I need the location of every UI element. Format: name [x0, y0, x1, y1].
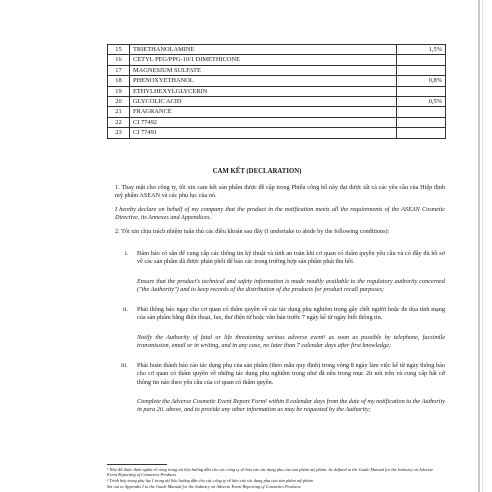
ingredient-concentration [397, 128, 446, 138]
ingredient-number: 16 [108, 55, 130, 65]
item-ii-en: Notify the Authority of fatal or life threatening serious adverse event¹ as soon as possible by telephone, facsimile transmission, email or in writing, and in any case, no later than 7 calendar days after first knowledge; [137, 334, 445, 350]
ingredient-number: 22 [108, 117, 130, 127]
footnote-2-vn: ² Trình bày trong phụ lục I trong tài liệu hướng dẫn cho các công ty về báo cáo tác dụng phụ của sản phẩm mỹ phẩm. [107, 478, 314, 483]
ingredient-number: 20 [108, 97, 130, 107]
footnote-2-en: Set out in Appendix I to the Guide Manual for the Industry on Adverse Event Reporting of Cosmetics Products [107, 484, 301, 489]
ingredient-name: PHENOXYETHANOL [130, 76, 397, 86]
ingredient-concentration [397, 65, 446, 75]
item-ii-marker: ii. [123, 306, 128, 313]
ingredient-number: 19 [108, 86, 130, 96]
table-row [108, 55, 446, 65]
ingredient-name: TRIETHANOLAMINE [130, 45, 397, 55]
table-row [108, 117, 446, 127]
ingredient-number: 15 [108, 45, 130, 55]
item-iii-vn: Phải hoàn thành báo cáo tác dụng phụ của sản phẩm (theo mẫu quy định) trong vòng 8 ngày làm việc kể từ ngày thông báo cho cơ quan có thẩm quyền về những tác dụng phụ nghiêm trọng như đã nêu trong mục 2ii nói trên và cung cấp bất cứ thông tin nào theo yêu cầu của cơ quan có thẩm quyền. [137, 362, 445, 386]
declaration-title: CAM KẾT (DECLARATION) [212, 168, 302, 175]
table-row [108, 65, 446, 75]
table-row [108, 86, 446, 96]
table-row [108, 97, 446, 107]
item-ii-vn: Phải thông báo ngay cho cơ quan có thẩm quyền về các tác dụng phụ nghiêm trọng gây chết người hoặc đe dọa tính mạng của sản phẩm bằng điện thoại, fax, thư điện tử hoặc văn bản trước 7 ngày kể từ ngày biết thông tin. [137, 306, 445, 322]
ingredient-concentration: 1,5% [397, 45, 446, 55]
document-page [57, 0, 457, 492]
ingredient-number: 18 [108, 76, 130, 86]
ingredient-name: GLYCOLIC ACID [130, 97, 397, 107]
ingredient-concentration [397, 107, 446, 117]
ingredient-name: FRAGRANCE [130, 107, 397, 117]
ingredient-number: 23 [108, 128, 130, 138]
ingredient-concentration: 0,8% [397, 76, 446, 86]
page-edge [478, 0, 480, 492]
table-row [108, 45, 446, 55]
para-1-vn: 1. Thay mặt cho công ty, tôi xin cam kết sản phẩm được đề cập trong Phiếu công bố này đạt được tất cả các yêu cầu của Hiệp định mỹ phẩm ASEAN và các phụ lục của nó. [115, 184, 445, 200]
table-row [108, 76, 446, 86]
ingredient-name: CETYL PEG/PPG-10/1 DIMETHICONE [130, 55, 397, 65]
item-iii-en: Complete the Adverse Cosmetic Event Report Form² within 8 calendar days from the date of my notification to the Authority in para 2ii. above, and to provide any other information as may be requested by the Authority; [137, 398, 445, 414]
item-i-vn: Đảm bảo có sẵn để cung cấp các thông tin kỹ thuật và tính an toàn khi cơ quan có thẩm quyền yêu cầu và có đầy đủ hồ sơ về các sản phẩm đã được phân phối để bảo các trong trường hợp sản phẩm phải thu hồi. [137, 250, 445, 266]
table-row [108, 128, 446, 138]
ingredient-name: CI 77492 [130, 117, 397, 127]
para-2: 2. Tôi xin chịu trách nhiệm tuân thủ các điều khoản sau đây (I undertake to abide by the following conditions): [115, 228, 390, 235]
para-1-en: I hereby declare on behalf of my company that the product in the notification meets all the requirements of the ASEAN Cosmetic Directive, its Annexes and Appendices. [115, 206, 445, 222]
ingredient-number: 21 [108, 107, 130, 117]
footnote-1: ¹ Như đã được định nghĩa rõ ràng trong tài liệu hướng dẫn cho các công ty về báo cáo tác dụng phụ của sản phẩm mỹ phẩm. As defined in the Guide Manual for the Industry on Adverse Event Reporting of Cosmetics Products [107, 467, 434, 478]
item-i-marker: i. [125, 250, 129, 257]
ingredient-concentration: 0,5% [397, 97, 446, 107]
ingredient-name: ETHYLHEXYLGLYCERIN [130, 86, 397, 96]
item-i-en: Ensure that the product's technical and safety information is made readily available to the regulatory authority concerned ("the Authority") and to keep records of the distribution of the products for product recall purposes; [137, 278, 445, 294]
page-edge-shadow [482, 0, 483, 492]
footnote-divider [107, 464, 167, 465]
ingredient-name: MAGNESIUM SULFATE [130, 65, 397, 75]
item-iii-marker: iii. [121, 362, 128, 369]
ingredients-table [107, 44, 446, 139]
ingredient-concentration [397, 55, 446, 65]
ingredient-concentration [397, 86, 446, 96]
ingredient-name: CI 77491 [130, 128, 397, 138]
ingredient-number: 17 [108, 65, 130, 75]
ingredient-concentration [397, 117, 446, 127]
table-row [108, 107, 446, 117]
